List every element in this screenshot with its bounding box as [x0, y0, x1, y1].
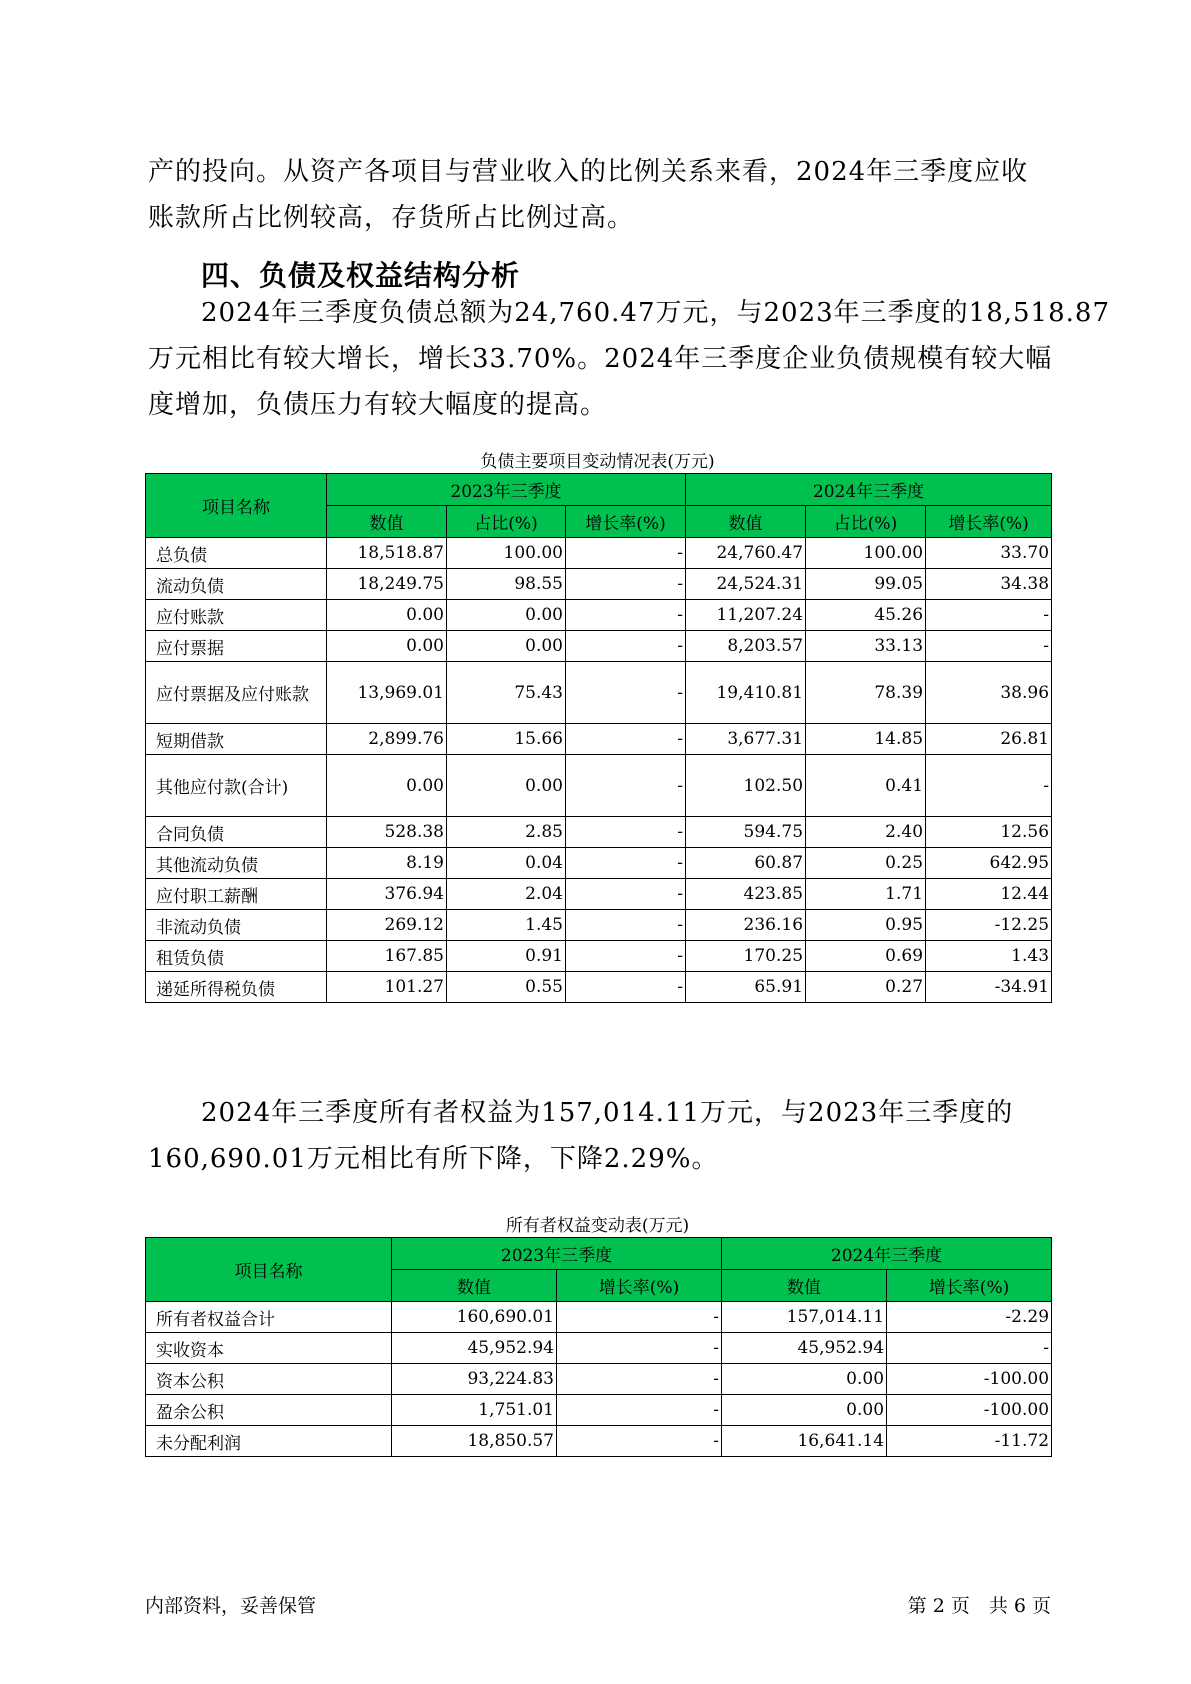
- table-row: [146, 755, 1052, 817]
- table-cell: 1.43: [926, 941, 1052, 972]
- table-cell: 528.38: [327, 817, 447, 848]
- table-cell: 98.55: [447, 569, 566, 600]
- intro-line-1: 产的投向。从资产各项目与营业收入的比例关系来看，2024年三季度应收: [148, 157, 1029, 187]
- header-col: 数值: [392, 1270, 557, 1302]
- table-cell: 0.00: [722, 1364, 887, 1395]
- table-cell: 12.44: [926, 879, 1052, 910]
- table-cell: 102.50: [686, 755, 806, 817]
- table-cell: 24,524.31: [686, 569, 806, 600]
- table-cell: 45,952.94: [392, 1333, 557, 1364]
- header-period-2024: 2024年三季度: [686, 474, 1052, 506]
- table-cell: -: [566, 879, 686, 910]
- liability-para-line-1: 2024年三季度负债总额为24,760.47万元，与2023年三季度的18,518.87: [201, 298, 1110, 328]
- table-cell: 594.75: [686, 817, 806, 848]
- table-cell: -: [557, 1426, 722, 1457]
- row-item-name: 短期借款: [146, 724, 327, 755]
- row-item-name: 合同负债: [146, 817, 327, 848]
- table-cell: 65.91: [686, 972, 806, 1003]
- row-item-name: 资本公积: [146, 1364, 392, 1395]
- table-cell: -: [557, 1364, 722, 1395]
- header-col: 增长率(%): [887, 1270, 1052, 1302]
- table-cell: -: [557, 1333, 722, 1364]
- table-cell: -: [926, 631, 1052, 662]
- row-item-name: 流动负债: [146, 569, 327, 600]
- liability-table-body: [146, 538, 1052, 1003]
- table-cell: -: [566, 631, 686, 662]
- table-cell: 0.27: [806, 972, 926, 1003]
- table-cell: 0.00: [447, 600, 566, 631]
- table-cell: -: [566, 538, 686, 569]
- table-cell: 3,677.31: [686, 724, 806, 755]
- table-cell: 8.19: [327, 848, 447, 879]
- table-cell: -: [887, 1333, 1052, 1364]
- equity-table-body: [146, 1302, 1052, 1457]
- table-cell: 642.95: [926, 848, 1052, 879]
- header-period-2024: 2024年三季度: [722, 1238, 1052, 1270]
- header-col: 数值: [327, 506, 447, 538]
- table-row: [146, 879, 1052, 910]
- table-cell: -11.72: [887, 1426, 1052, 1457]
- table-cell: 0.00: [447, 755, 566, 817]
- table-cell: 0.69: [806, 941, 926, 972]
- table-cell: -100.00: [887, 1395, 1052, 1426]
- table-row: [146, 817, 1052, 848]
- table-row: [146, 972, 1052, 1003]
- table-row: [146, 631, 1052, 662]
- table-cell: 12.56: [926, 817, 1052, 848]
- liability-table: [145, 473, 1052, 1003]
- table-row: [146, 1302, 1052, 1333]
- table-cell: -: [926, 600, 1052, 631]
- table-cell: -: [566, 910, 686, 941]
- header-col: 增长率(%): [557, 1270, 722, 1302]
- header-col: 数值: [722, 1270, 887, 1302]
- table-row: [146, 724, 1052, 755]
- table-cell: 18,850.57: [392, 1426, 557, 1457]
- table-cell: 18,249.75: [327, 569, 447, 600]
- table-cell: 8,203.57: [686, 631, 806, 662]
- table-row: [146, 941, 1052, 972]
- row-item-name: 应付账款: [146, 600, 327, 631]
- table-cell: 19,410.81: [686, 662, 806, 724]
- equity-table: [145, 1237, 1052, 1457]
- table-cell: -: [566, 755, 686, 817]
- row-item-name: 租赁负债: [146, 941, 327, 972]
- equity-table-caption: 所有者权益变动表(万元): [505, 1216, 690, 1236]
- table-cell: 24,760.47: [686, 538, 806, 569]
- header-col: 数值: [686, 506, 806, 538]
- table-cell: 0.95: [806, 910, 926, 941]
- table-row: [146, 600, 1052, 631]
- table-cell: -: [566, 569, 686, 600]
- equity-paragraph: [148, 1090, 1054, 1182]
- table-cell: -: [566, 941, 686, 972]
- table-cell: 0.00: [327, 631, 447, 662]
- row-item-name: 非流动负债: [146, 910, 327, 941]
- header-col: 占比(%): [806, 506, 926, 538]
- table-cell: -: [557, 1302, 722, 1333]
- table-cell: 0.00: [327, 755, 447, 817]
- table-cell: -: [557, 1395, 722, 1426]
- header-item-name: 项目名称: [146, 474, 327, 538]
- section-heading: 四、负债及权益结构分析: [201, 259, 521, 292]
- table-cell: 100.00: [447, 538, 566, 569]
- liability-table-caption: 负债主要项目变动情况表(万元): [480, 452, 715, 472]
- table-row: [146, 1426, 1052, 1457]
- row-item-name: 应付票据: [146, 631, 327, 662]
- row-item-name: 其他流动负债: [146, 848, 327, 879]
- table-cell: -: [566, 662, 686, 724]
- table-cell: 2,899.76: [327, 724, 447, 755]
- row-item-name: 其他应付款(合计): [146, 755, 327, 817]
- row-item-name: 总负债: [146, 538, 327, 569]
- table-cell: -: [566, 848, 686, 879]
- table-row: [146, 569, 1052, 600]
- header-period-2023: 2023年三季度: [392, 1238, 722, 1270]
- table-cell: 0.91: [447, 941, 566, 972]
- table-cell: 2.85: [447, 817, 566, 848]
- table-row: [146, 538, 1052, 569]
- table-cell: 34.38: [926, 569, 1052, 600]
- table-cell: 0.00: [722, 1395, 887, 1426]
- liability-paragraph: [148, 290, 1110, 428]
- table-cell: 2.40: [806, 817, 926, 848]
- table-cell: -34.91: [926, 972, 1052, 1003]
- table-cell: -: [566, 972, 686, 1003]
- row-item-name: 未分配利润: [146, 1426, 392, 1457]
- header-col: 占比(%): [447, 506, 566, 538]
- row-item-name: 递延所得税负债: [146, 972, 327, 1003]
- equity-para-line-1: 2024年三季度所有者权益为157,014.11万元，与2023年三季度的: [201, 1098, 1014, 1128]
- table-cell: 1.71: [806, 879, 926, 910]
- liability-para-line-2: 万元相比有较大增长，增长33.70%。2024年三季度企业负债规模有较大幅: [148, 344, 1053, 374]
- table-cell: 0.41: [806, 755, 926, 817]
- table-cell: 157,014.11: [722, 1302, 887, 1333]
- table-cell: 33.70: [926, 538, 1052, 569]
- table-cell: 2.04: [447, 879, 566, 910]
- table-cell: 14.85: [806, 724, 926, 755]
- table-row: [146, 910, 1052, 941]
- header-item-name: 项目名称: [146, 1238, 392, 1302]
- table-cell: 160,690.01: [392, 1302, 557, 1333]
- footer-left: 内部资料，妥善保管: [145, 1595, 317, 1617]
- table-cell: 0.04: [447, 848, 566, 879]
- table-cell: 1.45: [447, 910, 566, 941]
- table-cell: 0.55: [447, 972, 566, 1003]
- table-cell: -: [566, 817, 686, 848]
- table-cell: 167.85: [327, 941, 447, 972]
- header-period-2023: 2023年三季度: [327, 474, 686, 506]
- table-cell: -12.25: [926, 910, 1052, 941]
- row-item-name: 应付票据及应付账款: [146, 662, 327, 724]
- table-cell: -100.00: [887, 1364, 1052, 1395]
- table-cell: 26.81: [926, 724, 1052, 755]
- liability-para-line-3: 度增加，负债压力有较大幅度的提高。: [148, 390, 608, 420]
- equity-para-line-2: 160,690.01万元相比有所下降，下降2.29%。: [148, 1144, 719, 1174]
- table-cell: 376.94: [327, 879, 447, 910]
- table-cell: 101.27: [327, 972, 447, 1003]
- table-cell: 100.00: [806, 538, 926, 569]
- footer-page-number: 第 2 页 共 6 页: [907, 1595, 1051, 1617]
- table-cell: 11,207.24: [686, 600, 806, 631]
- table-cell: 75.43: [447, 662, 566, 724]
- table-cell: 99.05: [806, 569, 926, 600]
- table-cell: 38.96: [926, 662, 1052, 724]
- table-cell: 18,518.87: [327, 538, 447, 569]
- table-row: [146, 1364, 1052, 1395]
- table-cell: 170.25: [686, 941, 806, 972]
- table-cell: 33.13: [806, 631, 926, 662]
- row-item-name: 盈余公积: [146, 1395, 392, 1426]
- table-row: [146, 1395, 1052, 1426]
- header-col: 增长率(%): [566, 506, 686, 538]
- table-cell: 1,751.01: [392, 1395, 557, 1426]
- table-cell: -: [566, 724, 686, 755]
- table-cell: 0.00: [447, 631, 566, 662]
- table-cell: -: [566, 600, 686, 631]
- table-cell: 0.25: [806, 848, 926, 879]
- table-cell: 236.16: [686, 910, 806, 941]
- table-row: [146, 662, 1052, 724]
- row-item-name: 应付职工薪酬: [146, 879, 327, 910]
- table-cell: 45,952.94: [722, 1333, 887, 1364]
- table-cell: -: [926, 755, 1052, 817]
- table-cell: 78.39: [806, 662, 926, 724]
- row-item-name: 所有者权益合计: [146, 1302, 392, 1333]
- table-cell: 13,969.01: [327, 662, 447, 724]
- table-cell: 269.12: [327, 910, 447, 941]
- table-cell: 16,641.14: [722, 1426, 887, 1457]
- table-row: [146, 848, 1052, 879]
- table-cell: 0.00: [327, 600, 447, 631]
- table-cell: 60.87: [686, 848, 806, 879]
- table-cell: 45.26: [806, 600, 926, 631]
- table-cell: 93,224.83: [392, 1364, 557, 1395]
- intro-line-2: 账款所占比例较高，存货所占比例过高。: [148, 203, 635, 233]
- header-col: 增长率(%): [926, 506, 1052, 538]
- table-cell: 423.85: [686, 879, 806, 910]
- table-row: [146, 1333, 1052, 1364]
- table-cell: -2.29: [887, 1302, 1052, 1333]
- table-cell: 15.66: [447, 724, 566, 755]
- row-item-name: 实收资本: [146, 1333, 392, 1364]
- intro-paragraph: [148, 149, 1054, 241]
